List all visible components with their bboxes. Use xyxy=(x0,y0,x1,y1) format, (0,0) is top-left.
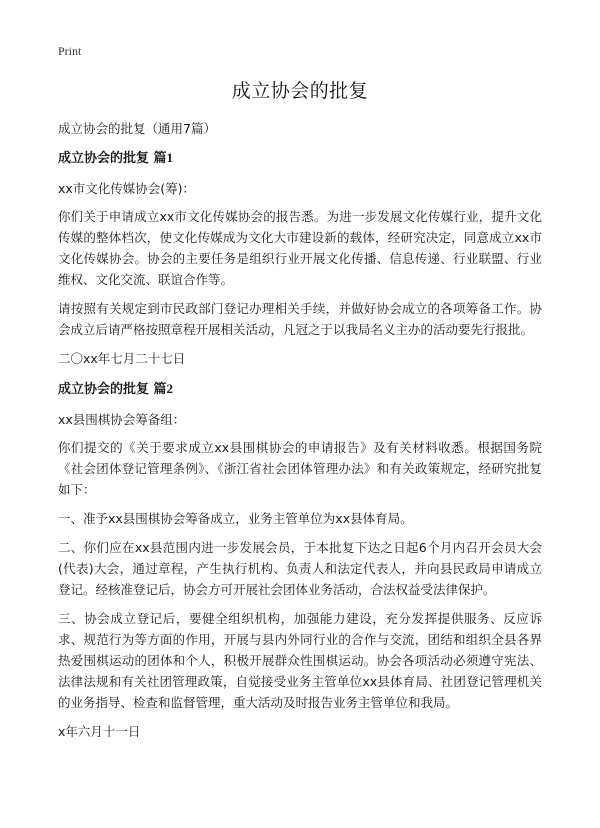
section-1-paragraph: 请按照有关规定到市民政部门登记办理相关手续，并做好协会成立的各项筹备工作。协会成立后请严格按照章程开展相关活动，凡冠之于以我局名义主办的活动要先行报批。 xyxy=(58,301,542,337)
print-label: Print xyxy=(58,44,82,58)
section-heading-text: 成立协会的批复 篇 xyxy=(58,382,167,397)
section-2-paragraph: 二、你们应在xx县范围内进一步发展会员，于本批复下达之日起6个月内召开会员大会(代表)大会，通过章程，产生执行机构、负责人和法定代表人，并向县民政局申请成立登记。经核准登记后，协会方可开展社会团体业务活动，合法权益受法律保护。 xyxy=(58,540,542,597)
section-2-paragraph: 三、协会成立登记后，要健全组织机构，加强能力建设，充分发挥提供服务、反应诉求、规范行为等方面的作用，开展与县内外同行业的合作与交流，团结和组织全县各界热爱围棋运动的团体和个人，积极开展群众性围棋运动。协会各项活动必须遵守宪法、法律法规和有关社团管理政策，自觉接受业务主管单位xx县体育局、社团登记管理机关的业务指导、检查和监督管理，重大活动及时报告业务主管单位和我局。 xyxy=(58,611,542,710)
document-body xyxy=(58,118,542,751)
document-title: 成立协会的批复 xyxy=(231,80,369,102)
section-1-date: 二〇xx年七月二十七日 xyxy=(58,351,186,366)
section-heading-text: 成立协会的批复 篇 xyxy=(58,151,167,166)
section-heading-2 xyxy=(58,378,542,400)
section-2-paragraph: 你们提交的《关于要求成立xx县围棋协会的申请报告》及有关材料收悉。根据国务院《社会团体登记管理条例》、《浙江省社会团体管理办法》和有关政策规定，经研究批复如下： xyxy=(58,440,542,497)
document-subtitle: 成立协会的批复（通用7篇） xyxy=(58,121,216,136)
section-heading-number: 1 xyxy=(166,150,174,165)
section-2-addressee: xx县围棋协会筹备组： xyxy=(58,412,186,427)
section-2-paragraph: 一、准予xx县围棋协会筹备成立，业务主管单位为xx县体育局。 xyxy=(58,511,413,526)
section-heading-number: 2 xyxy=(166,381,174,396)
section-heading-1 xyxy=(58,147,542,169)
section-2-date: x年六月十一日 xyxy=(58,724,141,739)
section-1-paragraph: 你们关于申请成立xx市文化传媒协会的报告悉。为进一步发展文化传媒行业，提升文化传媒的整体档次，使文化传媒成为文化大市建设新的载体，经研究决定，同意成立xx市文化传媒协会。协会的主要任务是组织行业开展文化传播、信息传递、行业联盟、行业维权、文化交流、联谊合作等。 xyxy=(58,209,542,287)
section-1-addressee: xx市文化传媒协会(筹)： xyxy=(58,181,196,196)
